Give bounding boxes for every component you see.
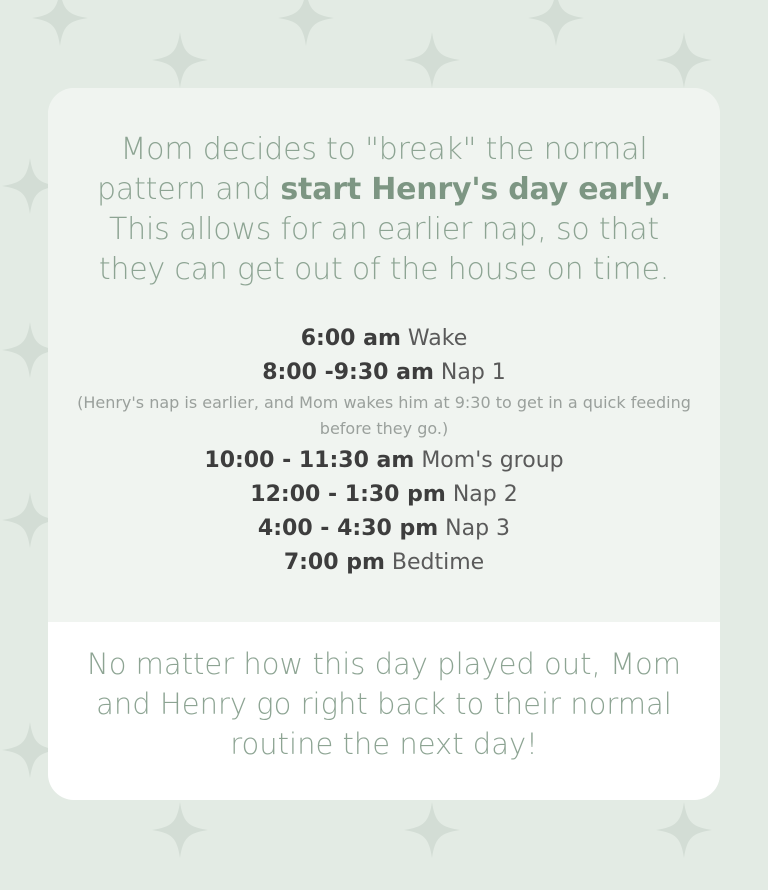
- intro-text-start: Mom decides to "break" the normal pattern and: [97, 132, 648, 207]
- card-bottom-section: [48, 622, 720, 800]
- schedule-item-nap-3: [70, 512, 698, 546]
- schedule-event: Wake: [407, 326, 468, 351]
- sparkle-icon: [656, 802, 712, 858]
- footer-text: No matter how this day played out, Mom and Henry go right back to their normal routine the next day!: [87, 647, 681, 761]
- sparkle-icon: [278, 0, 334, 46]
- schedule-time: 12:00 - 1:30 pm: [250, 482, 446, 507]
- schedule-event: Nap 2: [452, 482, 518, 507]
- schedule-item-bedtime: [70, 546, 698, 580]
- sparkle-icon: [152, 32, 208, 88]
- schedule-item-nap-2: [70, 478, 698, 512]
- schedule-event: Nap 3: [445, 516, 511, 541]
- sparkle-icon: [528, 0, 584, 46]
- schedule-event: Nap 1: [440, 360, 506, 385]
- sparkle-icon: [656, 32, 712, 88]
- schedule-time: 7:00 pm: [283, 550, 385, 575]
- sparkle-icon: [404, 32, 460, 88]
- card-top-section: [48, 88, 720, 622]
- intro-text: [84, 130, 684, 290]
- schedule-item-wake: [70, 322, 698, 356]
- schedule-list: [70, 322, 698, 580]
- sparkle-icon: [404, 802, 460, 858]
- sparkle-icon: [152, 802, 208, 858]
- sparkle-icon: [32, 0, 88, 46]
- schedule-time: 10:00 - 11:30 am: [204, 448, 415, 473]
- schedule-note: (Henry's nap is earlier, and Mom wakes him at 9:30 to get in a quick feeding before they go.): [77, 393, 691, 438]
- schedule-time: 4:00 - 4:30 pm: [257, 516, 439, 541]
- intro-emphasis: start Henry's day early.: [280, 172, 671, 207]
- schedule-event: Mom's group: [421, 448, 564, 473]
- intro-text-end: This allows for an earlier nap, so that they can get out of the house on time.: [98, 212, 670, 287]
- schedule-time: 6:00 am: [300, 326, 401, 351]
- schedule-event: Bedtime: [391, 550, 485, 575]
- schedule-card: [48, 88, 720, 800]
- schedule-time: 8:00 -9:30 am: [262, 360, 434, 385]
- schedule-item-nap-1: [70, 356, 698, 390]
- schedule-item-moms-group: [70, 444, 698, 478]
